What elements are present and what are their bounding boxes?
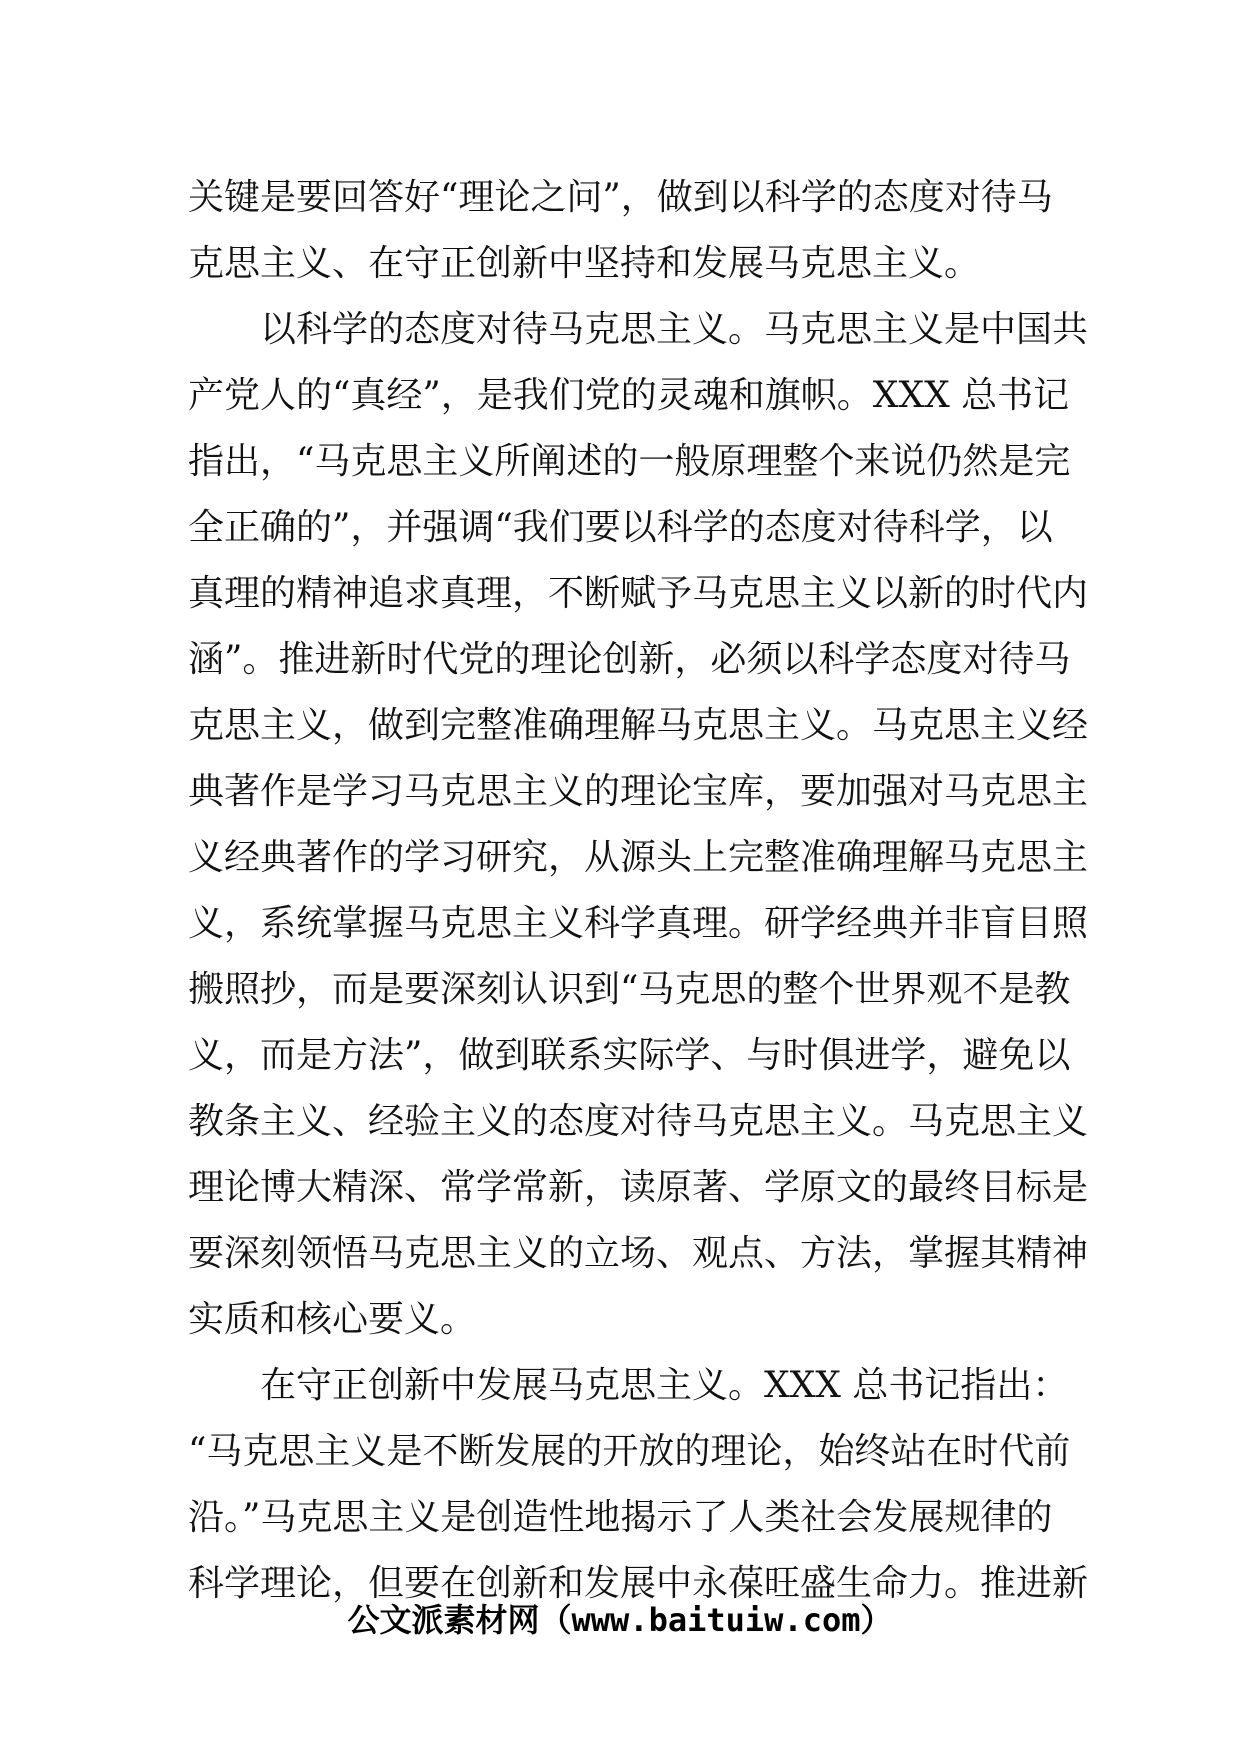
body-text-line: 义，系统掌握马克思主义科学真理。研学经典并非盲目照 [188,903,1089,944]
document-body [188,165,1089,1617]
body-text-line: 克思主义、在守正创新中坚持和发展马克思主义。 [188,243,981,284]
body-text-line: 关键是要回答好“理论之问”，做到以科学的态度对待马 [188,177,1053,218]
body-text-line: 指出，“马克思主义所阐述的一般原理整个来说仍然是完 [188,441,1071,482]
body-text-line: 要深刻领悟马克思主义的立场、观点、方法，掌握其精神 [188,1233,1089,1274]
body-text-line: “马克思主义是不断发展的开放的理论，始终站在时代前 [188,1431,1071,1472]
body-text-line: 典著作是学习马克思主义的理论宝库，要加强对马克思主 [188,771,1089,812]
body-text-line: 义，而是方法”，做到联系实际学、与时俱进学，避免以 [188,1035,1071,1076]
body-text-line: 产党人的“真经”，是我们党的灵魂和旗帜。XXX 总书记 [188,375,1070,416]
page-footer: 公文派素材网（www.baituiw.com） [347,1601,893,1639]
body-text-line: 理论博大精深、常学常新，读原著、学原文的最终目标是 [188,1167,1089,1208]
body-text-line: 克思主义，做到完整准确理解马克思主义。马克思主义经 [188,705,1089,746]
body-text-line: 搬照抄，而是要深刻认识到“马克思的整个世界观不是教 [188,969,1071,1010]
body-text-line: 科学理论，但要在创新和发展中永葆旺盛生命力。推进新 [188,1563,1089,1604]
body-text-line: 义经典著作的学习研究，从源头上完整准确理解马克思主 [188,837,1089,878]
body-text-line: 涵”。推进新时代党的理论创新，必须以科学态度对待马 [188,639,1071,680]
body-text-line: 在守正创新中发展马克思主义。XXX 总书记指出： [260,1365,1069,1406]
body-text-line: 实质和核心要义。 [188,1299,477,1340]
body-text-line: 教条主义、经验主义的态度对待马克思主义。马克思主义 [188,1101,1089,1142]
body-text-line: 沿。”马克思主义是创造性地揭示了人类社会发展规律的 [188,1497,1053,1538]
body-text-line: 真理的精神追求真理，不断赋予马克思主义以新的时代内 [188,573,1089,614]
body-text-line: 以科学的态度对待马克思主义。马克思主义是中国共 [260,309,1089,350]
body-text-line: 全正确的”，并强调“我们要以科学的态度对待科学，以 [188,507,1053,548]
